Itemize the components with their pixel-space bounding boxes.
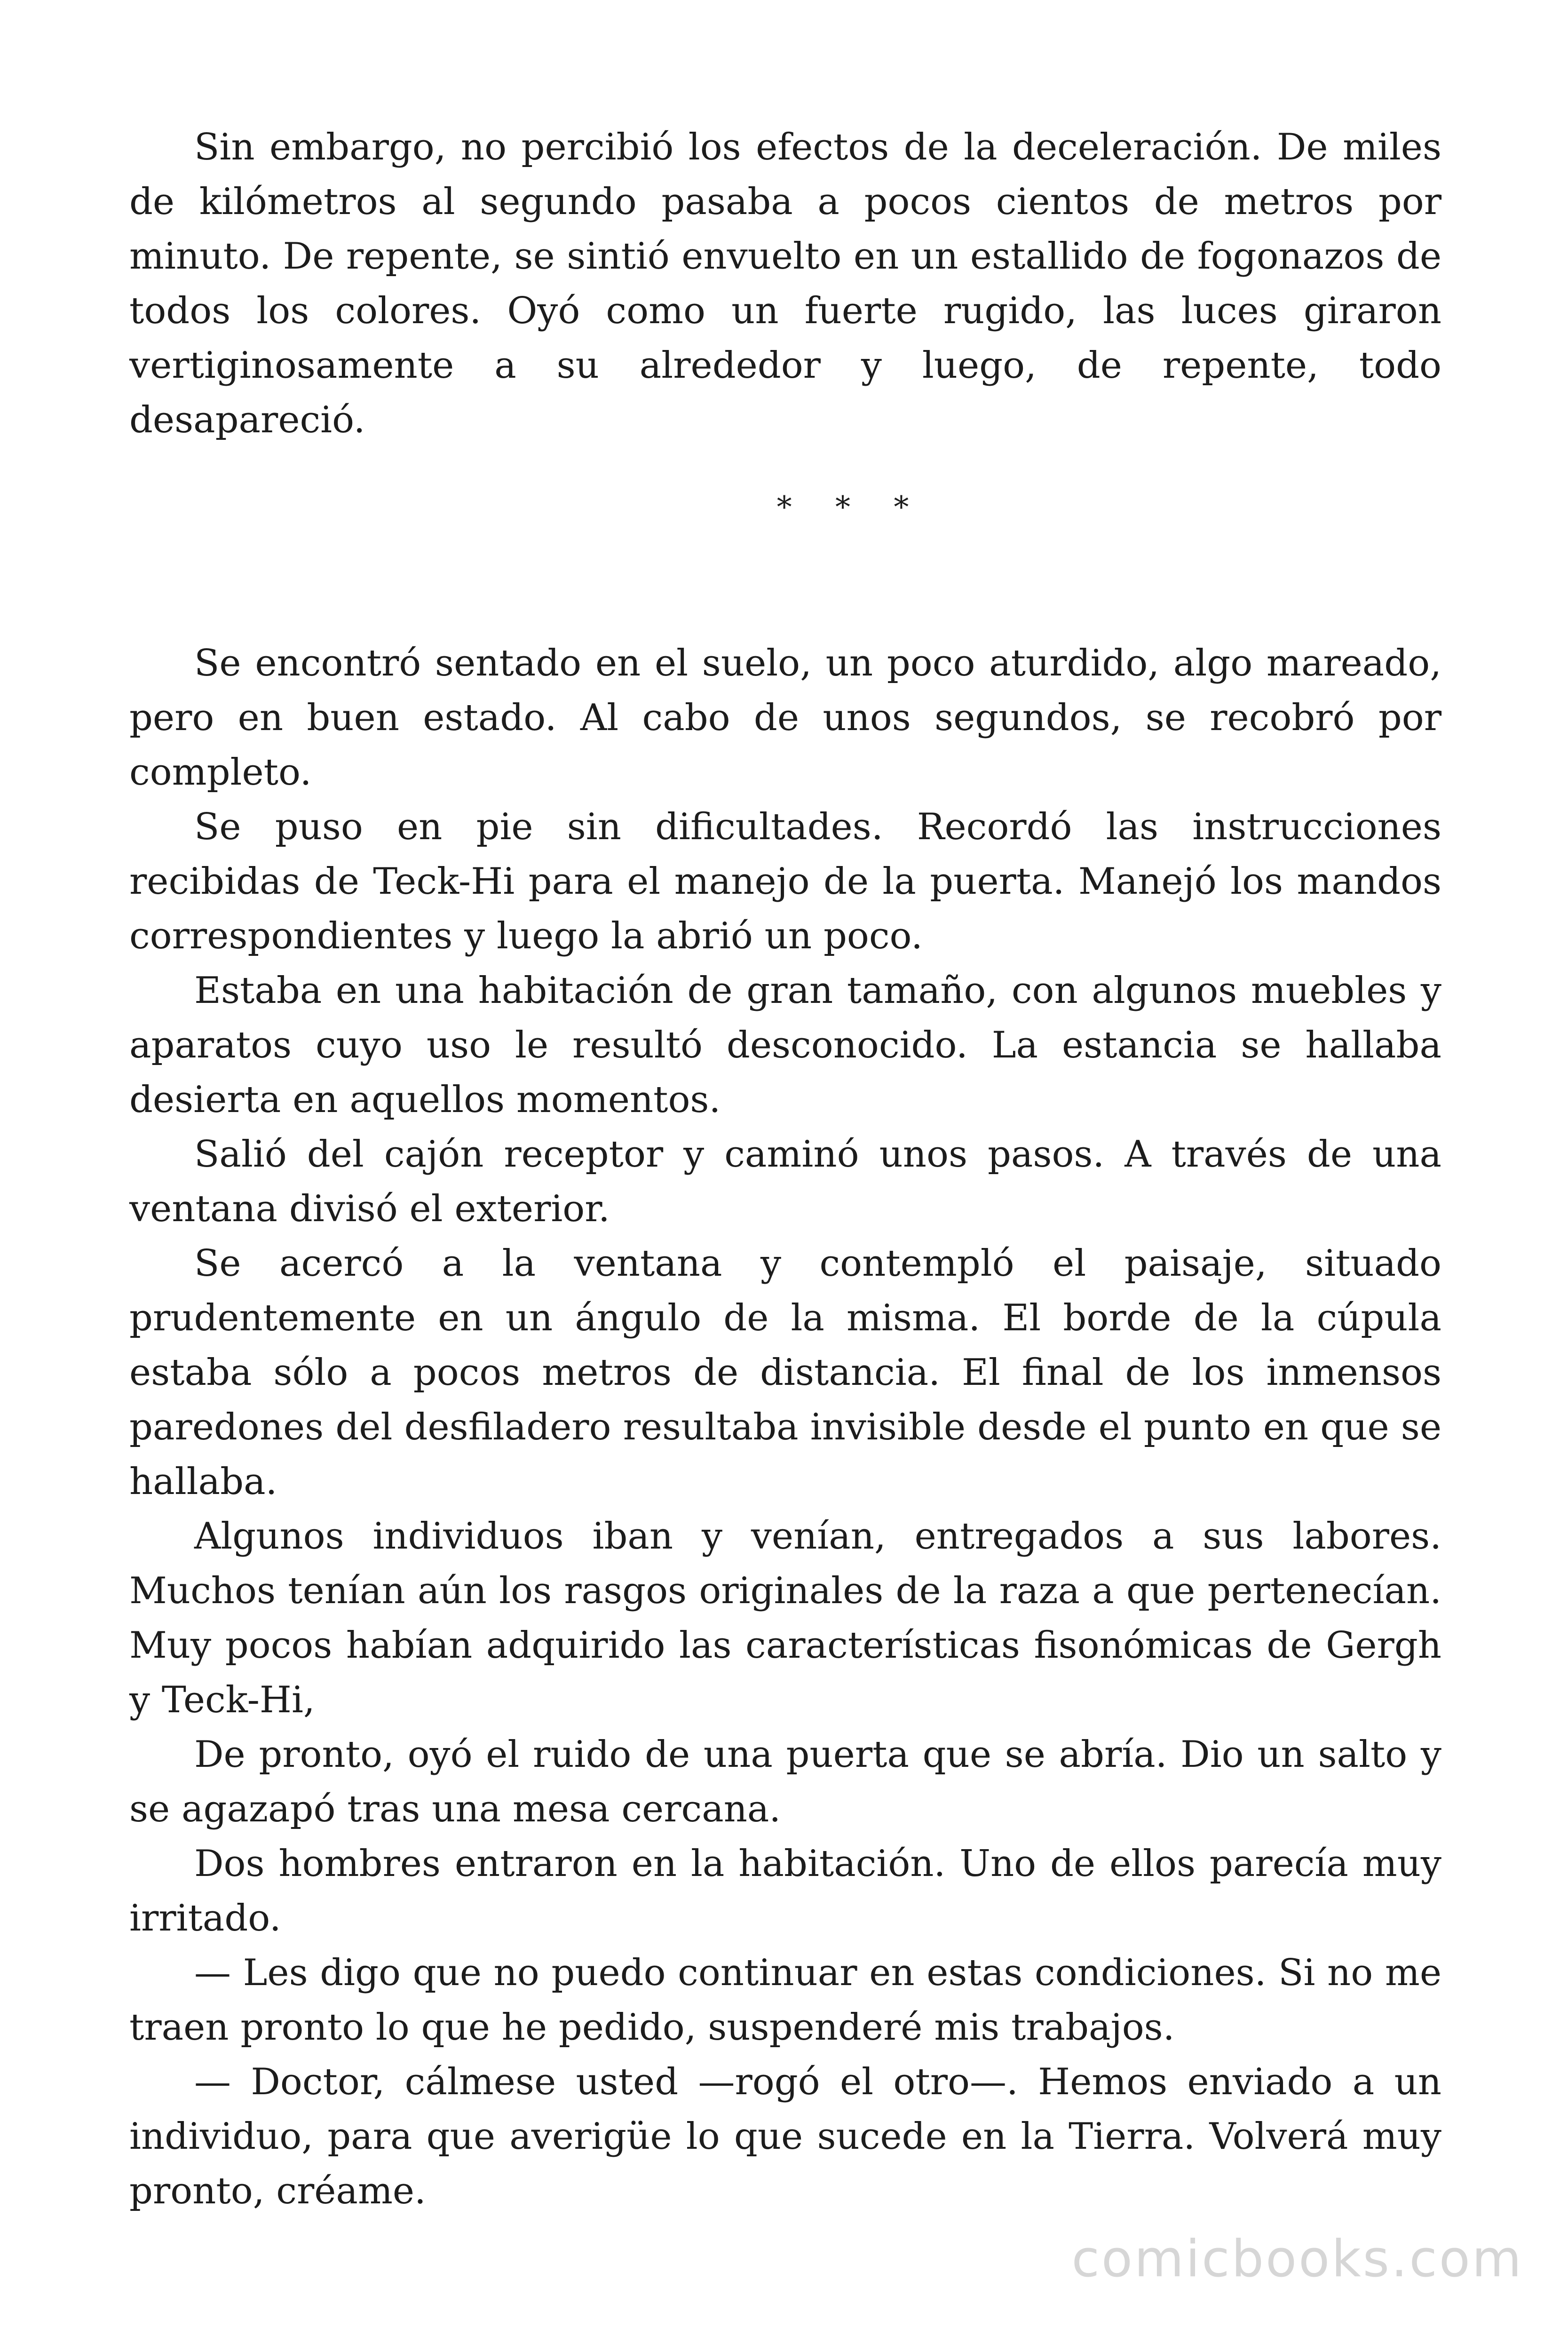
dialogue-paragraph: — Les digo que no puedo continuar en estas condiciones. Si no me traen pronto lo que he pedido, suspenderé mis trabajos. [129, 1952, 1441, 2049]
paragraph: Se puso en pie sin dificultades. Recordó las instrucciones recibidas de Teck-Hi para el manejo de la puerta. Manejó los mandos correspondientes y luego la abrió un poco. [129, 806, 1441, 957]
paragraph: Se acercó a la ventana y contempló el paisaje, situado prudentemente en un ángulo de la misma. El borde de la cúpula estaba sólo a pocos metros de distancia. El final de los inmensos paredones del desfiladero resultaba invisible desde el punto en que se hallaba. [129, 1242, 1441, 1503]
page-text [129, 120, 1441, 2218]
paragraph: Algunos individuos iban y venían, entregados a sus labores. Muchos tenían aún los rasgos originales de la raza a que pertenecían. Muy pocos habían adquirido las características fisonómicas de Gergh y Teck-Hi, [129, 1515, 1441, 1721]
paragraph: Estaba en una habitación de gran tamaño, con algunos muebles y aparatos cuyo uso le resultó desconocido. La estancia se hallaba desierta en aquellos momentos. [129, 969, 1441, 1121]
paragraph: Dos hombres entraron en la habitación. Uno de ellos parecía muy irritado. [129, 1843, 1441, 1939]
paragraph: Salió del cajón receptor y caminó unos pasos. A través de una ventana divisó el exterior. [129, 1133, 1441, 1230]
paragraph: Sin embargo, no percibió los efectos de la deceleración. De miles de kilómetros al segundo pasaba a pocos cientos de metros por minuto. De repente, se sintió envuelto en un estallido de fogonazos de todos los colores. Oyó como un fuerte rugido, las luces giraron vertiginosamente a su alrededor y luego, de repente, todo desapareció. [129, 126, 1441, 441]
scene-break: * * * [776, 490, 926, 525]
dialogue-paragraph: — Doctor, cálmese usted —rogó el otro—. Hemos enviado a un individuo, para que averigüe lo que sucede en la Tierra. Volverá muy pronto, créame. [129, 2061, 1441, 2212]
paragraph: De pronto, oyó el ruido de una puerta que se abría. Dio un salto y se agazapó tras una mesa cercana. [129, 1733, 1441, 1830]
paragraph: Se encontró sentado en el suelo, un poco aturdido, algo mareado, pero en buen estado. Al cabo de unos segundos, se recobró por completo. [129, 642, 1441, 794]
watermark-logo: comicbooks.com [1071, 2230, 1523, 2288]
